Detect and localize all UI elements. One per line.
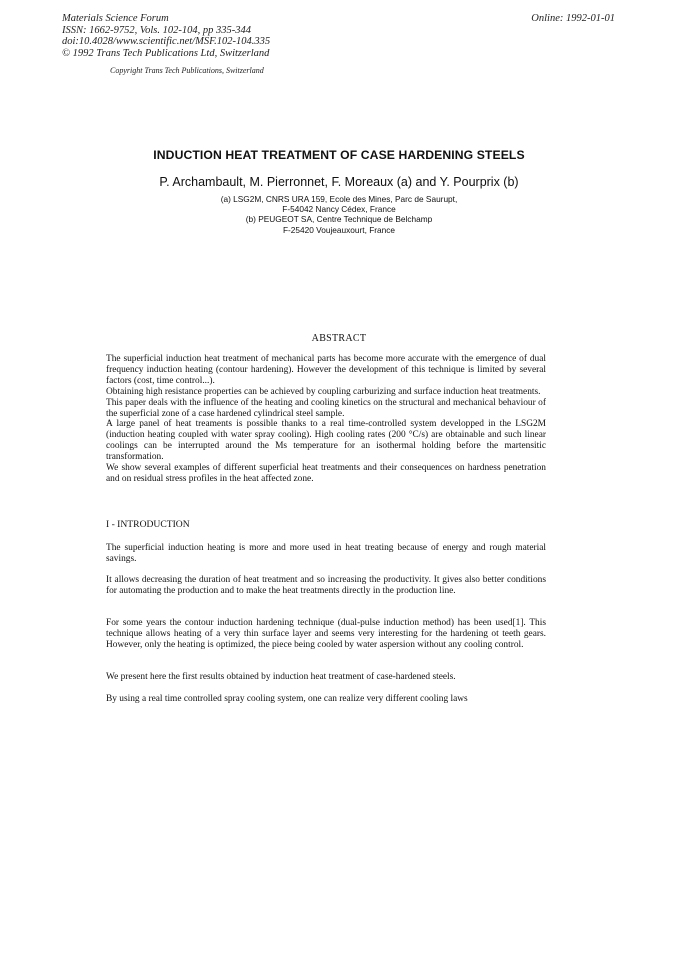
affiliation-line: (b) PEUGEOT SA, Centre Technique de Belchamp xyxy=(245,214,433,225)
issn-line: ISSN: 1662-9752, Vols. 102-104, pp 335-344 xyxy=(62,24,251,36)
abstract-paragraph: A large panel of heat treaments is possible thanks to a real time-controlled system developped in the LSG2M (induction heating coupled with water spray cooling). High cooling rates (200 °C/s) are obtainable and such linear coolings can be interrupted around the Ms temperature for an isothermal holding before the martensitic transformation. xyxy=(106,419,546,463)
intro-paragraph xyxy=(106,543,546,565)
paper-title: INDUCTION HEAT TREATMENT OF CASE HARDENING STEELS xyxy=(153,148,525,162)
publication-header xyxy=(62,13,270,59)
doi-line[interactable]: doi:10.4028/www.scientific.net/MSF.102-104.335 xyxy=(62,36,271,47)
paper-authors: P. Archambault, M. Pierronnet, F. Moreaux (a) and Y. Pourprix (b) xyxy=(159,175,519,189)
introduction-heading: I - INTRODUCTION xyxy=(106,519,190,530)
intro-paragraph xyxy=(106,672,546,683)
journal-name: Materials Science Forum xyxy=(62,13,169,24)
paragraph-text: We present here the first results obtained by induction heat treatment of case-hardened steels. xyxy=(106,672,456,682)
affiliations xyxy=(0,194,678,235)
affiliation-line: F-54042 Nancy Cédex, France xyxy=(282,204,396,215)
intro-paragraph xyxy=(106,575,546,597)
abstract-paragraph: Obtaining high resistance properties can be achieved by coupling carburizing and surface induction heat treatments. xyxy=(106,386,541,397)
intro-paragraph xyxy=(106,618,546,651)
abstract-paragraph: We show several examples of different superficial heat treatments and their consequences on hardness penetration and on residual stress profiles in the heat affected zone. xyxy=(106,463,546,484)
intro-paragraph xyxy=(106,694,546,705)
paragraph-text: The superficial induction heating is more and more used in heat treating because of energy and rough material savings. xyxy=(106,543,546,564)
paragraph-text: For some years the contour induction hardening technique (dual-pulse induction method) has been used[1]. This technique allows heating of a very thin surface layer and seems very interesting for the hardening ot teeth gears. However, only the heating is optimized, the piece being cooled by water aspersion without any cooling control. xyxy=(106,618,546,650)
affiliation-line: F-25420 Voujeauxourt, France xyxy=(282,224,396,235)
abstract-body xyxy=(106,354,546,485)
copyright-notice: Copyright Trans Tech Publications, Switzerland xyxy=(110,66,264,75)
abstract-heading: ABSTRACT xyxy=(311,333,367,344)
paragraph-text: It allows decreasing the duration of heat treatment and so increasing the productivity. It gives also better conditions for automating the production and to make the heat treatments directly in the production line. xyxy=(106,575,546,596)
affiliation-line: (a) LSG2M, CNRS URA 159, Ecole des Mines, Parc de Saurupt, xyxy=(220,194,458,204)
abstract-paragraph: The superficial induction heat treatment of mechanical parts has become more accurate with the emergence of dual frequency induction heating (contour hardening). However the development of this technique is limited by several factors (cost, time control...). xyxy=(106,354,546,386)
abstract-paragraph: This paper deals with the influence of the heating and cooling kinetics on the structural and mechanical behaviour of the superficial zone of a case hardened cylindrical steel sample. xyxy=(106,397,546,419)
paragraph-text: By using a real time controlled spray cooling system, one can realize very different cooling laws xyxy=(106,694,468,704)
online-date: Online: 1992-01-01 xyxy=(531,13,615,24)
copyright-line: © 1992 Trans Tech Publications Ltd, Switzerland xyxy=(62,47,270,59)
